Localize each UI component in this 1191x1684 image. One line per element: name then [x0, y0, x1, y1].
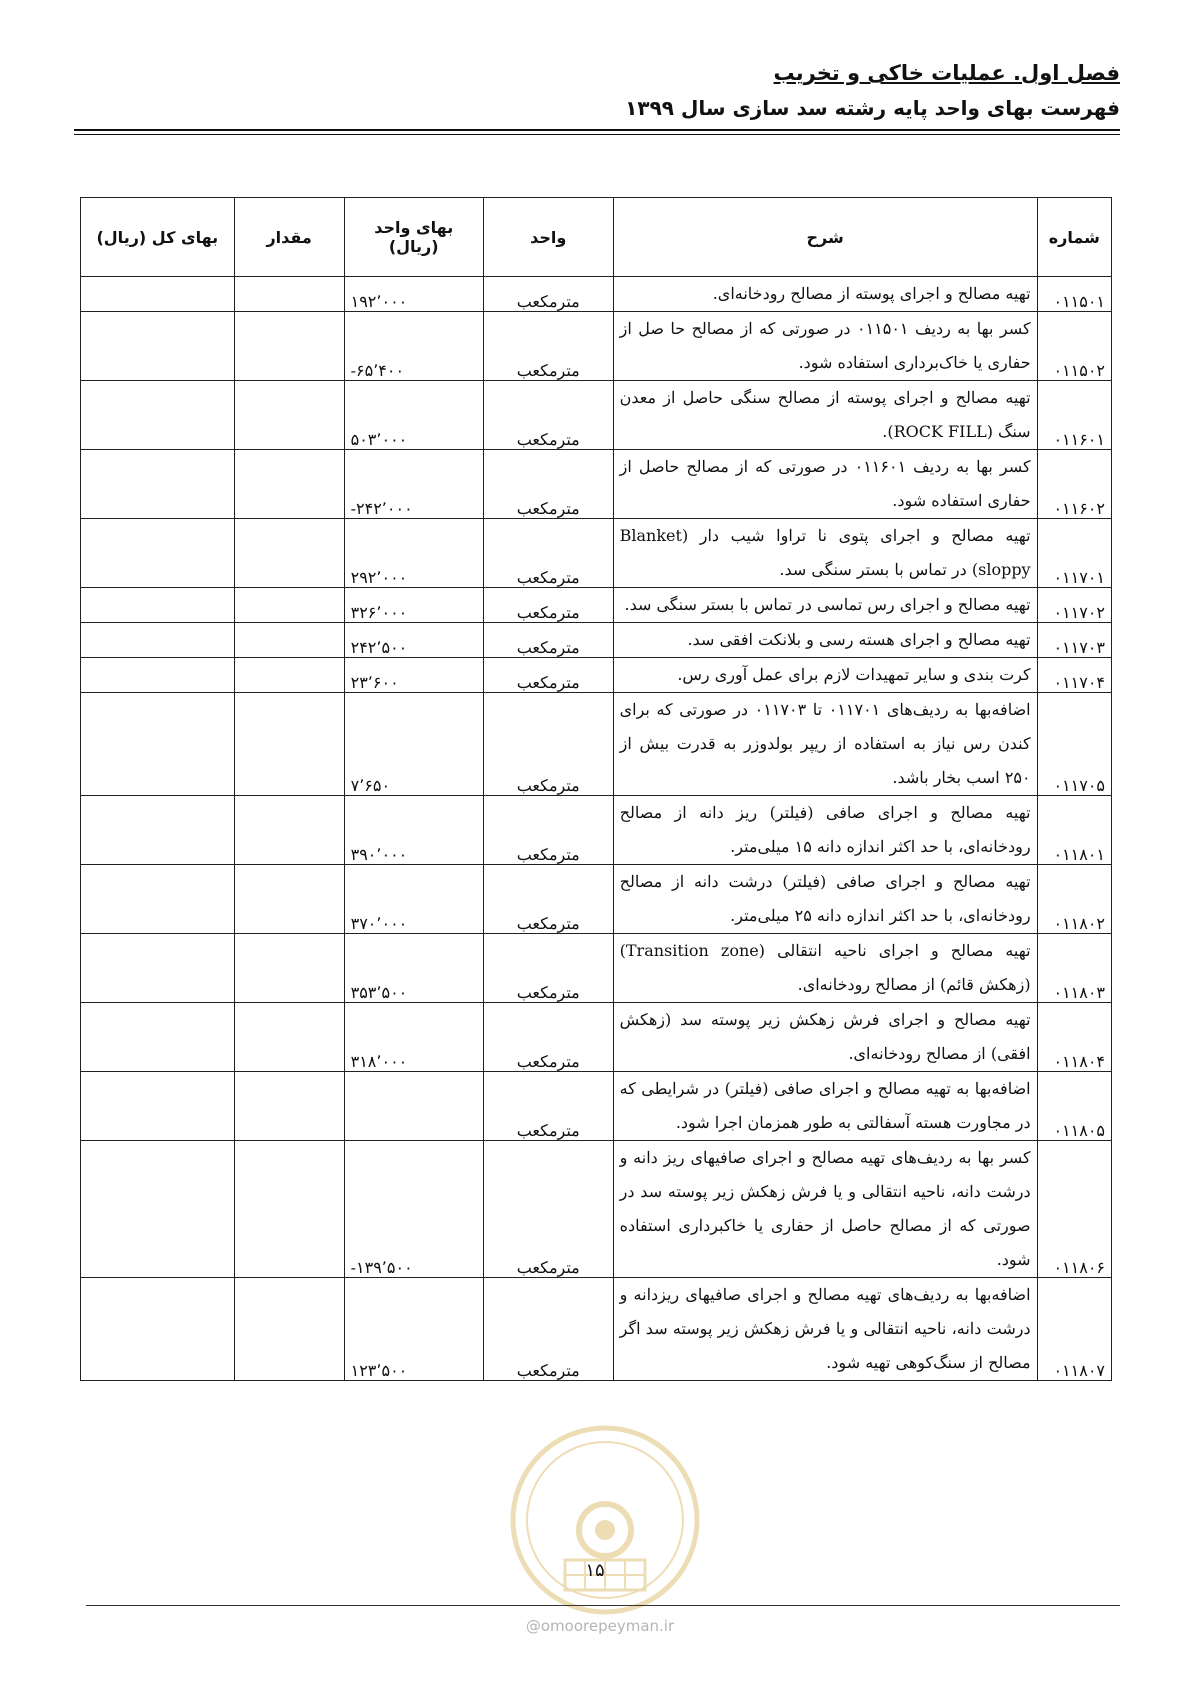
row-total-price — [81, 1003, 235, 1072]
table-row — [81, 312, 1112, 381]
row-unit: مترمکعب — [483, 519, 613, 588]
row-quantity — [234, 312, 344, 381]
table-row — [81, 1278, 1112, 1381]
row-code: ۰۱۱۸۰۲ — [1037, 865, 1111, 934]
row-quantity — [234, 658, 344, 693]
chapter-title: فصل اول. عملیات خاکی و تخریب — [773, 61, 1120, 85]
table-row — [81, 1003, 1112, 1072]
table-row — [81, 865, 1112, 934]
row-description: تهیه مصالح و اجرای پوسته از مصالح رودخانه‌ای. — [613, 277, 1037, 312]
page-header — [74, 58, 1120, 126]
row-unit: مترمکعب — [483, 658, 613, 693]
page-number: ۱۵ — [585, 1560, 605, 1581]
row-code: ۰۱۱۷۰۳ — [1037, 623, 1111, 658]
row-unit: مترمکعب — [483, 1141, 613, 1278]
row-unit-price: ۳۵۳٬۵۰۰ — [344, 934, 483, 1003]
row-unit-price: ۳۲۶٬۰۰۰ — [344, 588, 483, 623]
row-description: اضافه‌بها به ردیف‌های ۰۱۱۷۰۱ تا ۰۱۱۷۰۳ در صورتی که برای کندن رس نیاز به استفاده از ریپر بولدوزر به قدرت بیش از ۲۵۰ اسب بخار باشد. — [613, 693, 1037, 796]
row-unit: مترمکعب — [483, 1003, 613, 1072]
row-unit-price: ۷٬۶۵۰ — [344, 693, 483, 796]
row-description: تهیه مصالح و اجرای صافی (فیلتر) درشت دانه از مصالح رودخانه‌ای، با حد اکثر اندازه دانه ۲۵ میلی‌متر. — [613, 865, 1037, 934]
row-code: ۰۱۱۸۰۵ — [1037, 1072, 1111, 1141]
unit-price-header-line1: بهای واحد — [374, 218, 454, 237]
row-code: ۰۱۱۵۰۱ — [1037, 277, 1111, 312]
row-unit-price: ۵۰۳٬۰۰۰ — [344, 381, 483, 450]
row-total-price — [81, 865, 235, 934]
header-rule-thin — [74, 134, 1120, 135]
row-quantity — [234, 693, 344, 796]
row-unit: مترمکعب — [483, 865, 613, 934]
row-description: کسر بها به ردیف ۰۱۱۵۰۱ در صورتی که از مصالح حا صل از حفاری یا خاک‌برداری استفاده شود. — [613, 312, 1037, 381]
row-unit-price: ۳۷۰٬۰۰۰ — [344, 865, 483, 934]
column-header-unit: واحد — [483, 198, 613, 277]
row-description: کسر بها به ردیف‌های تهیه مصالح و اجرای صافیهای ریز دانه و درشت دانه، ناحیه انتقالی و یا فرش زهکش زیر پوسته سد در صورتی که از مصالح حاصل از حفاری یا خاکبرداری استفاده شود. — [613, 1141, 1037, 1278]
row-description: کرت بندی و سایر تمهیدات لازم برای عمل آوری رس. — [613, 658, 1037, 693]
row-code: ۰۱۱۶۰۱ — [1037, 381, 1111, 450]
row-description: تهیه مصالح و اجرای ناحیه انتقالی (Transition zone) (زهکش قائم) از مصالح رودخانه‌ای. — [613, 934, 1037, 1003]
row-quantity — [234, 1141, 344, 1278]
price-list-title: فهرست بهای واحد پایه رشته سد سازی سال ۱۳۹۹ — [625, 96, 1120, 120]
row-total-price — [81, 450, 235, 519]
row-total-price — [81, 519, 235, 588]
header-rule-thick — [74, 129, 1120, 131]
row-description: اضافه‌بها به ردیف‌های تهیه مصالح و اجرای صافیهای ریزدانه و درشت دانه، ناحیه انتقالی و یا فرش زهکش زیر پوسته سد اگر مصالح از سنگ‌کوهی تهیه شود. — [613, 1278, 1037, 1381]
price-list-table — [80, 197, 1112, 1381]
table-row — [81, 796, 1112, 865]
row-description: تهیه مصالح و اجرای پوسته از مصالح سنگی حاصل از معدن سنگ (ROCK FILL). — [613, 381, 1037, 450]
row-unit: مترمکعب — [483, 381, 613, 450]
table-row — [81, 277, 1112, 312]
row-unit-price: -۶۵٬۴۰۰ — [344, 312, 483, 381]
column-header-description: شرح — [613, 198, 1037, 277]
row-total-price — [81, 1278, 235, 1381]
column-header-code: شماره — [1037, 198, 1111, 277]
row-code: ۰۱۱۷۰۱ — [1037, 519, 1111, 588]
row-description: تهیه مصالح و اجرای فرش زهکش زیر پوسته سد (زهکش افقی) از مصالح رودخانه‌ای. — [613, 1003, 1037, 1072]
row-code: ۰۱۱۸۰۴ — [1037, 1003, 1111, 1072]
column-header-total-price: بهای کل (ریال) — [81, 198, 235, 277]
row-unit-price: -۲۴۲٬۰۰۰ — [344, 450, 483, 519]
row-total-price — [81, 381, 235, 450]
table-row — [81, 658, 1112, 693]
row-code: ۰۱۱۷۰۵ — [1037, 693, 1111, 796]
row-total-price — [81, 1141, 235, 1278]
row-unit: مترمکعب — [483, 693, 613, 796]
row-code: ۰۱۱۷۰۲ — [1037, 588, 1111, 623]
footer-rule — [86, 1605, 1120, 1606]
row-code: ۰۱۱۷۰۴ — [1037, 658, 1111, 693]
table-row — [81, 519, 1112, 588]
row-total-price — [81, 693, 235, 796]
row-unit: مترمکعب — [483, 1072, 613, 1141]
row-quantity — [234, 450, 344, 519]
table-body — [81, 277, 1112, 1381]
row-quantity — [234, 588, 344, 623]
table-row — [81, 623, 1112, 658]
row-code: ۰۱۱۸۰۳ — [1037, 934, 1111, 1003]
row-unit-price: ۲۴۲٬۵۰۰ — [344, 623, 483, 658]
table-row — [81, 450, 1112, 519]
row-description: تهیه مصالح و اجرای صافی (فیلتر) ریز دانه از مصالح رودخانه‌ای، با حد اکثر اندازه دانه ۱۵ میلی‌متر. — [613, 796, 1037, 865]
row-unit-price: ۲۳٬۶۰۰ — [344, 658, 483, 693]
row-code: ۰۱۱۶۰۲ — [1037, 450, 1111, 519]
row-quantity — [234, 277, 344, 312]
row-total-price — [81, 277, 235, 312]
row-total-price — [81, 934, 235, 1003]
table-row — [81, 1072, 1112, 1141]
row-code: ۰۱۱۸۰۶ — [1037, 1141, 1111, 1278]
row-description: اضافه‌بها به تهیه مصالح و اجرای صافی (فیلتر) در شرایطی که در مجاورت هسته آسفالتی به طور همزمان اجرا شود. — [613, 1072, 1037, 1141]
row-total-price — [81, 796, 235, 865]
row-quantity — [234, 519, 344, 588]
row-total-price — [81, 1072, 235, 1141]
seal-logo — [505, 1420, 705, 1620]
row-unit: مترمکعب — [483, 623, 613, 658]
row-total-price — [81, 588, 235, 623]
column-header-quantity: مقدار — [234, 198, 344, 277]
table-row — [81, 934, 1112, 1003]
row-quantity — [234, 1072, 344, 1141]
column-header-unit-price — [344, 198, 483, 277]
row-quantity — [234, 934, 344, 1003]
row-code: ۰۱۱۸۰۱ — [1037, 796, 1111, 865]
row-unit: مترمکعب — [483, 796, 613, 865]
table-row — [81, 693, 1112, 796]
row-unit: مترمکعب — [483, 312, 613, 381]
row-quantity — [234, 623, 344, 658]
row-quantity — [234, 381, 344, 450]
row-unit-price — [344, 1072, 483, 1141]
row-code: ۰۱۱۸۰۷ — [1037, 1278, 1111, 1381]
row-description: تهیه مصالح و اجرای پتوی نا تراوا شیب دار (Blanket sloppy) در تماس با بستر سنگی سد. — [613, 519, 1037, 588]
row-quantity — [234, 865, 344, 934]
row-total-price — [81, 658, 235, 693]
row-unit: مترمکعب — [483, 934, 613, 1003]
row-unit-price: ۳۹۰٬۰۰۰ — [344, 796, 483, 865]
row-code: ۰۱۱۵۰۲ — [1037, 312, 1111, 381]
row-unit: مترمکعب — [483, 450, 613, 519]
row-unit-price: ۳۱۸٬۰۰۰ — [344, 1003, 483, 1072]
table-header-row — [81, 198, 1112, 277]
table-row — [81, 381, 1112, 450]
row-quantity — [234, 1003, 344, 1072]
row-unit: مترمکعب — [483, 1278, 613, 1381]
table-row — [81, 588, 1112, 623]
row-unit-price: ۲۹۲٬۰۰۰ — [344, 519, 483, 588]
table-row — [81, 1141, 1112, 1278]
row-unit-price: ۱۹۲٬۰۰۰ — [344, 277, 483, 312]
row-total-price — [81, 623, 235, 658]
unit-price-header-line2: (ریال) — [388, 237, 439, 256]
row-description: تهیه مصالح و اجرای هسته رسی و بلانکت افقی سد. — [613, 623, 1037, 658]
row-unit-price: ۱۲۳٬۵۰۰ — [344, 1278, 483, 1381]
row-unit: مترمکعب — [483, 588, 613, 623]
row-unit-price: -۱۳۹٬۵۰۰ — [344, 1141, 483, 1278]
row-total-price — [81, 312, 235, 381]
row-quantity — [234, 796, 344, 865]
row-description: تهیه مصالح و اجرای رس تماسی در تماس با بستر سنگی سد. — [613, 588, 1037, 623]
watermark-text: @omoorepeyman.ir — [525, 1617, 675, 1635]
row-unit: مترمکعب — [483, 277, 613, 312]
row-description: کسر بها به ردیف ۰۱۱۶۰۱ در صورتی که از مصالح حاصل از حفاری استفاده شود. — [613, 450, 1037, 519]
row-quantity — [234, 1278, 344, 1381]
